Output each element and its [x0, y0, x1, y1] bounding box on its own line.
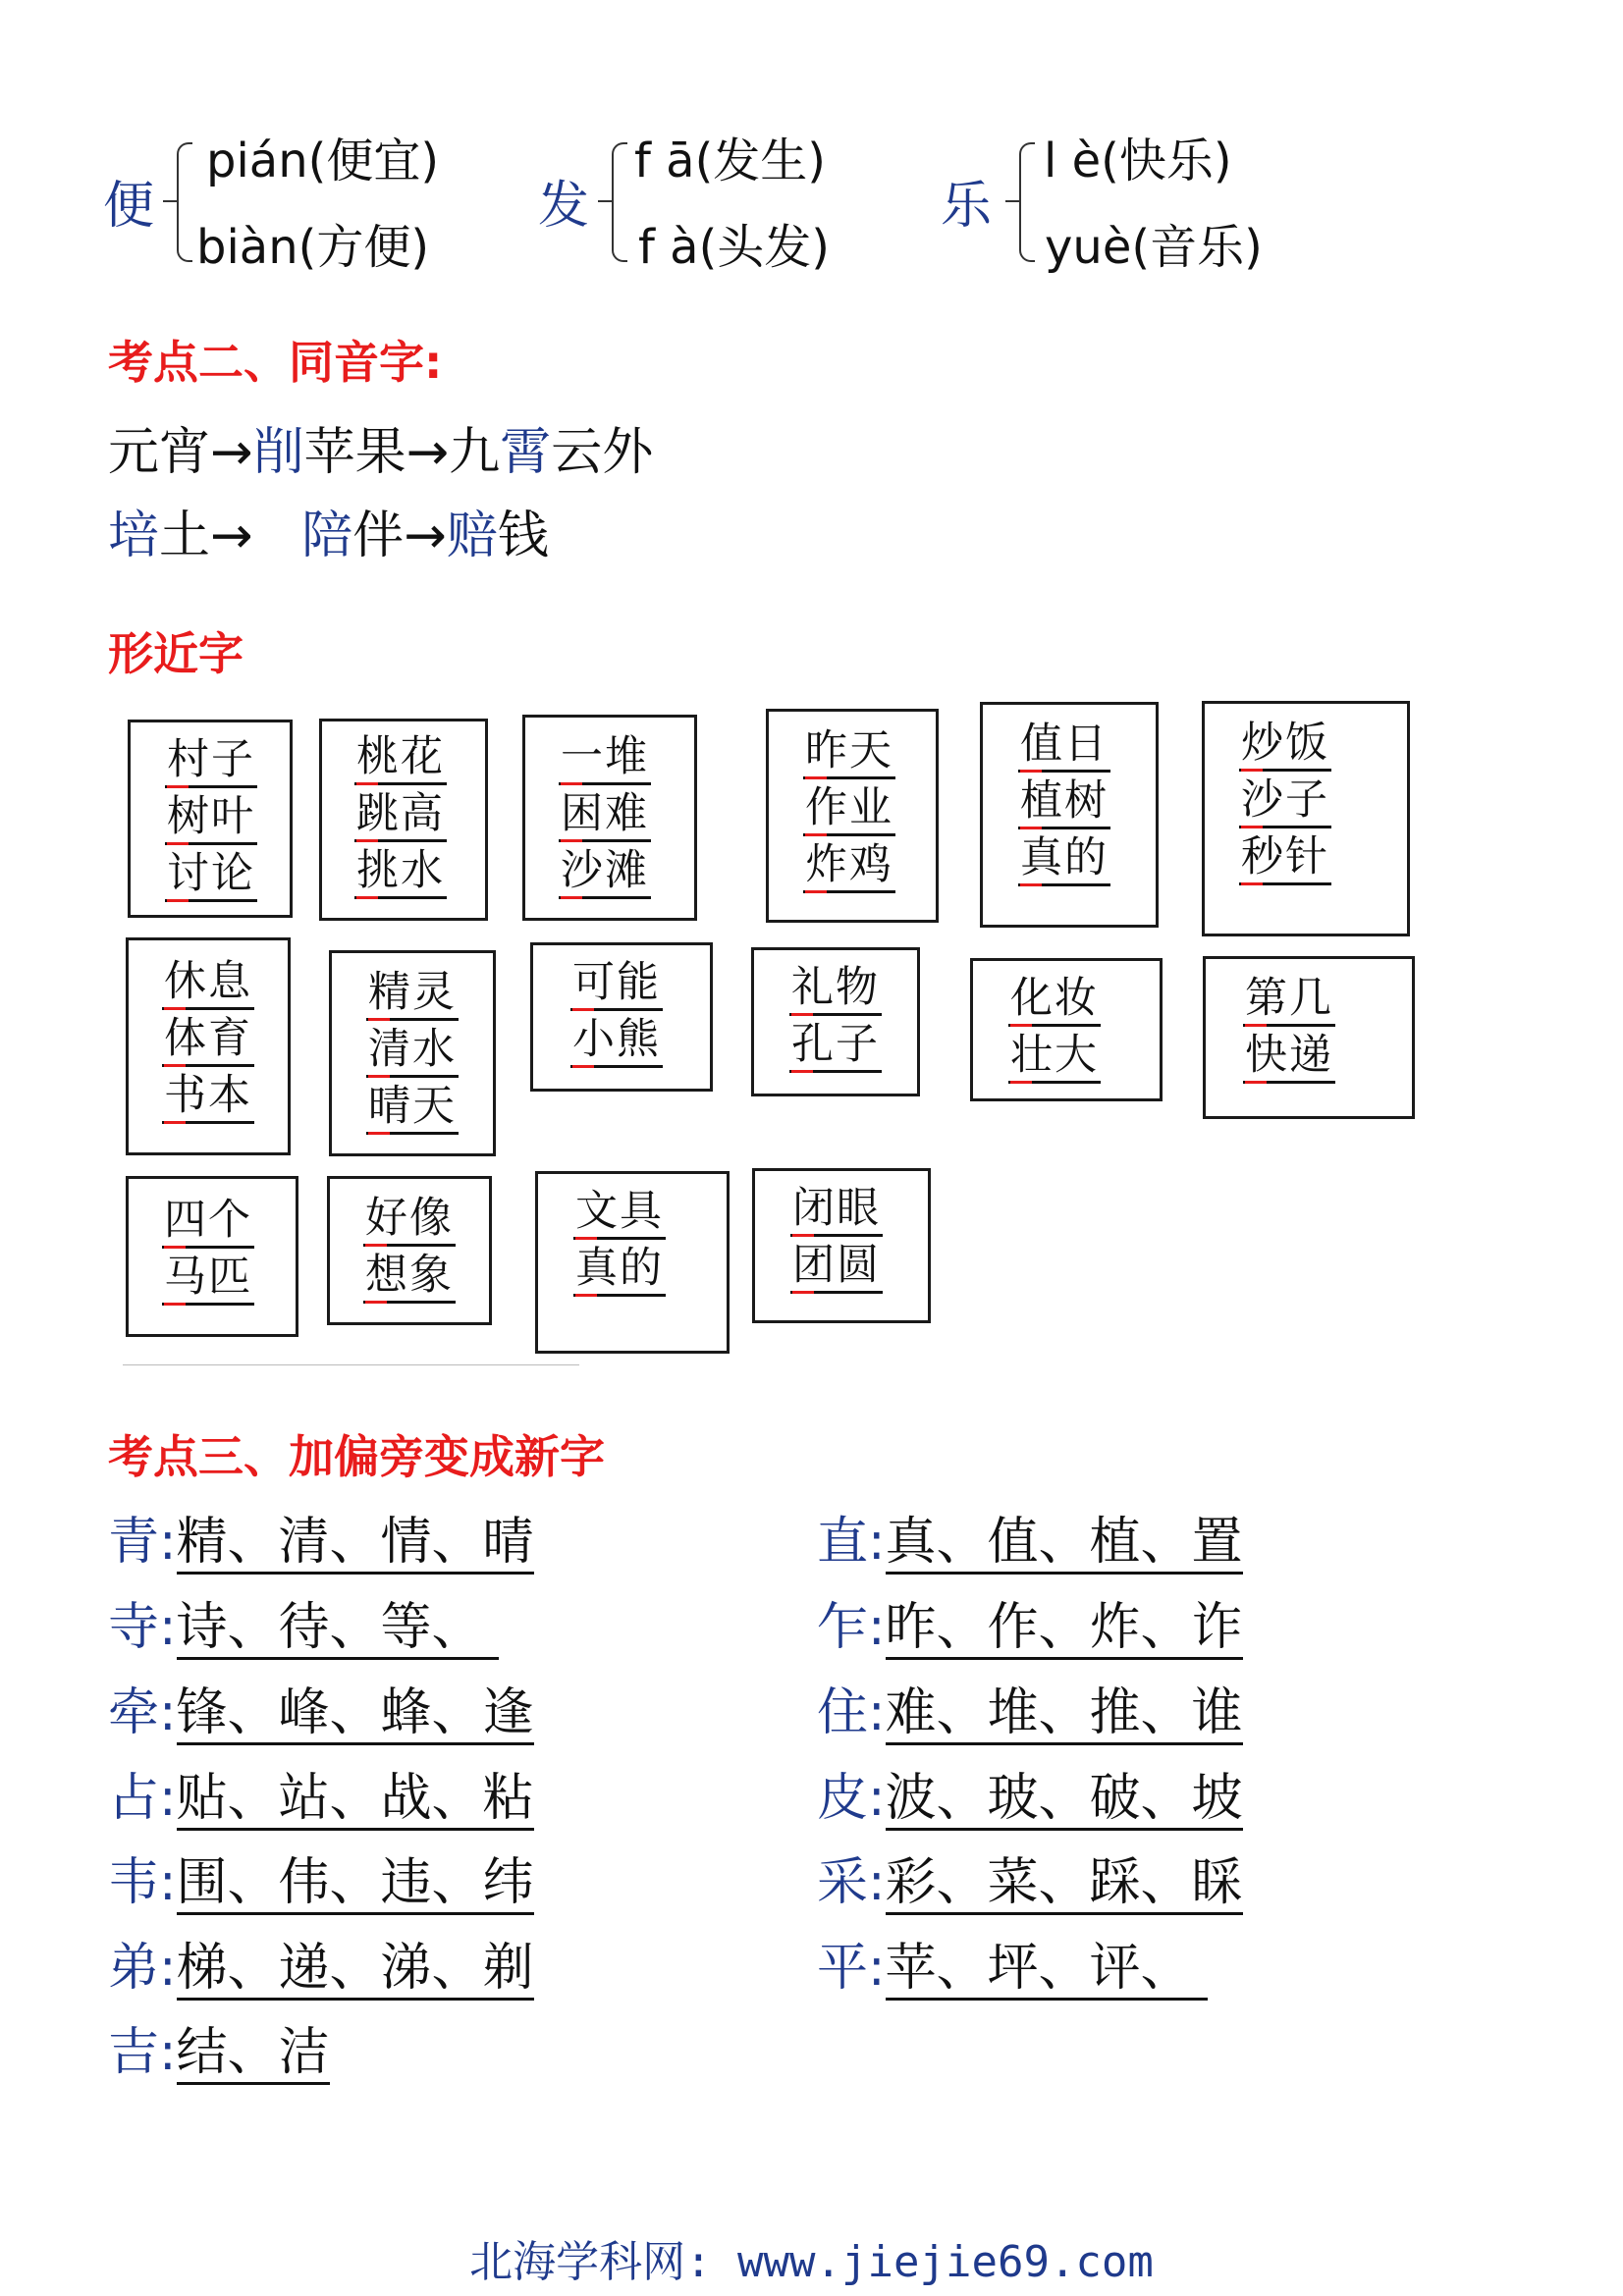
- divider: [123, 1364, 579, 1365]
- word-box: [327, 1176, 492, 1325]
- word: 村子: [165, 734, 257, 788]
- text-part: 土→: [159, 507, 302, 565]
- reading-1: l è(快乐): [1044, 133, 1232, 188]
- homophone-line-2: [108, 494, 549, 567]
- word: 可能: [570, 957, 663, 1011]
- brace: [177, 142, 192, 262]
- word: 好像: [363, 1193, 456, 1247]
- polyphone-le: [941, 113, 1314, 280]
- radical-key: 采: [817, 1853, 869, 1912]
- reading-2: f à(头发): [638, 220, 831, 275]
- radical-values: 结、洁: [177, 2023, 330, 2085]
- radical-colon: :: [868, 1769, 886, 1828]
- radical-colon: :: [159, 1939, 177, 1998]
- word: 团圆: [790, 1240, 883, 1294]
- footer-watermark: 北海学科网: www.jiejie69.com: [469, 2237, 1154, 2287]
- word-box: [522, 715, 697, 921]
- word: 炒饭: [1239, 718, 1331, 772]
- radical-values: 彩、菜、踩、睬: [886, 1853, 1243, 1915]
- polyphone-char: 便: [103, 177, 155, 236]
- brace: [612, 142, 627, 262]
- radical-key: 皮: [817, 1769, 869, 1828]
- radical-values: 苹、坪、评、: [886, 1939, 1209, 2001]
- word: 困难: [559, 788, 651, 842]
- radical-key: 占: [108, 1769, 160, 1828]
- text-part: 陪: [301, 507, 353, 565]
- text-part: 苹果→九: [303, 423, 501, 482]
- section3-title: 考点三、加偏旁变成新字: [108, 1430, 605, 1483]
- word-box: [766, 709, 939, 923]
- text-part: 元宵→: [108, 423, 253, 482]
- radical-values: 真、值、植、置: [886, 1513, 1243, 1575]
- radical-key: 乍: [817, 1598, 869, 1657]
- word: 作业: [803, 782, 895, 836]
- word: 沙滩: [559, 845, 651, 899]
- radical-values: 梯、递、涕、剃: [177, 1939, 534, 2001]
- section2-title: 考点二、同音字:: [108, 336, 443, 389]
- radical-values: 难、堆、推、谁: [886, 1683, 1243, 1745]
- radical-row: [108, 1585, 499, 1659]
- radical-colon: :: [159, 1769, 177, 1828]
- radical-key: 青: [108, 1513, 160, 1572]
- word-box: [329, 950, 496, 1156]
- radical-colon: :: [159, 1513, 177, 1572]
- reading-2: biàn(方便): [196, 220, 430, 275]
- word: 挑水: [354, 845, 447, 899]
- word: 礼物: [789, 962, 882, 1016]
- word: 孔子: [789, 1019, 882, 1073]
- text-part: 云外: [551, 423, 654, 482]
- radical-row: [817, 1756, 1243, 1830]
- radical-row: [108, 1756, 534, 1830]
- radical-row: [108, 2010, 330, 2084]
- radical-colon: :: [868, 1939, 886, 1998]
- word-box: [319, 719, 488, 921]
- word: 四个: [162, 1195, 254, 1249]
- radical-colon: :: [159, 2023, 177, 2082]
- word: 真的: [573, 1243, 666, 1297]
- radical-row: [817, 1841, 1243, 1914]
- radical-row: [108, 1500, 534, 1574]
- radical-key: 吉: [108, 2023, 160, 2082]
- word-box: [1202, 701, 1410, 936]
- word: 小熊: [570, 1014, 663, 1068]
- word-box: [126, 1176, 298, 1337]
- polyphone-char: 乐: [941, 177, 993, 236]
- reading-2: yuè(音乐): [1045, 220, 1263, 275]
- word-box: [752, 1168, 931, 1323]
- word: 晴天: [366, 1081, 459, 1135]
- word-box: [126, 937, 291, 1155]
- brace: [1019, 142, 1035, 262]
- reading-1: f ā(发生): [634, 133, 827, 188]
- word: 一堆: [559, 731, 651, 785]
- word-box: [751, 947, 920, 1096]
- polyphone-char: 发: [538, 177, 590, 236]
- radical-row: [108, 1841, 534, 1914]
- radical-colon: :: [868, 1683, 886, 1742]
- radical-row: [108, 1671, 534, 1744]
- word-box: [128, 720, 293, 918]
- radical-key: 直: [817, 1513, 869, 1572]
- word: 沙子: [1239, 774, 1331, 828]
- word: 值日: [1018, 719, 1110, 773]
- radical-colon: :: [159, 1598, 177, 1657]
- text-part: 削: [252, 423, 304, 482]
- radical-values: 围、伟、违、纬: [177, 1853, 534, 1915]
- radical-key: 牵: [108, 1683, 160, 1742]
- polyphone-fa: [538, 113, 911, 280]
- word-box: [980, 702, 1159, 928]
- radical-colon: :: [159, 1683, 177, 1742]
- radical-values: 锋、峰、蜂、逢: [177, 1683, 534, 1745]
- word: 昨天: [803, 725, 895, 779]
- radical-colon: :: [868, 1513, 886, 1572]
- word: 休息: [162, 956, 254, 1010]
- word: 清水: [366, 1024, 459, 1078]
- text-part: 钱: [497, 507, 549, 565]
- radical-values: 诗、待、等、: [177, 1598, 500, 1660]
- polyphone-bian: [103, 113, 476, 280]
- radical-colon: :: [868, 1853, 886, 1912]
- word: 精灵: [366, 967, 459, 1021]
- radical-values: 波、玻、破、坡: [886, 1769, 1243, 1831]
- radical-row: [108, 1926, 534, 2000]
- radical-colon: :: [159, 1853, 177, 1912]
- word: 秒针: [1239, 831, 1331, 885]
- word-box: [530, 942, 713, 1092]
- word: 马匹: [162, 1252, 254, 1306]
- radical-row: [817, 1671, 1243, 1744]
- word: 树叶: [165, 791, 257, 845]
- reading-1: pián(便宜): [206, 133, 440, 188]
- radical-key: 弟: [108, 1939, 160, 1998]
- word-box: [535, 1171, 730, 1354]
- text-part: 培: [108, 507, 160, 565]
- text-part: 伴→: [352, 507, 447, 565]
- radical-row: [817, 1926, 1208, 2000]
- radical-values: 贴、站、战、粘: [177, 1769, 534, 1831]
- word: 跳高: [354, 788, 447, 842]
- radical-key: 平: [817, 1939, 869, 1998]
- radical-values: 精、清、情、晴: [177, 1513, 534, 1575]
- word: 快递: [1243, 1030, 1335, 1084]
- word: 文具: [573, 1186, 666, 1240]
- word: 壮大: [1008, 1030, 1101, 1084]
- word-box: [970, 958, 1163, 1101]
- radical-colon: :: [868, 1598, 886, 1657]
- word-box: [1203, 956, 1415, 1119]
- word: 桃花: [354, 731, 447, 785]
- text-part: 赔: [446, 507, 498, 565]
- radical-key: 寺: [108, 1598, 160, 1657]
- word: 第几: [1243, 973, 1335, 1027]
- word: 讨论: [165, 848, 257, 902]
- similar-title: 形近字: [108, 627, 243, 680]
- radical-row: [817, 1500, 1243, 1574]
- radical-values: 昨、作、炸、诈: [886, 1598, 1243, 1660]
- homophone-line-1: [108, 410, 653, 484]
- word: 炸鸡: [803, 839, 895, 893]
- word: 体育: [162, 1013, 254, 1067]
- text-part: 霄: [500, 423, 552, 482]
- radical-key: 住: [817, 1683, 869, 1742]
- word: 想象: [363, 1250, 456, 1304]
- word: 真的: [1018, 832, 1110, 886]
- word: 书本: [162, 1070, 254, 1124]
- radical-row: [817, 1585, 1243, 1659]
- radical-key: 韦: [108, 1853, 160, 1912]
- word: 化妆: [1008, 973, 1101, 1027]
- word: 闭眼: [790, 1183, 883, 1237]
- word: 植树: [1018, 775, 1110, 829]
